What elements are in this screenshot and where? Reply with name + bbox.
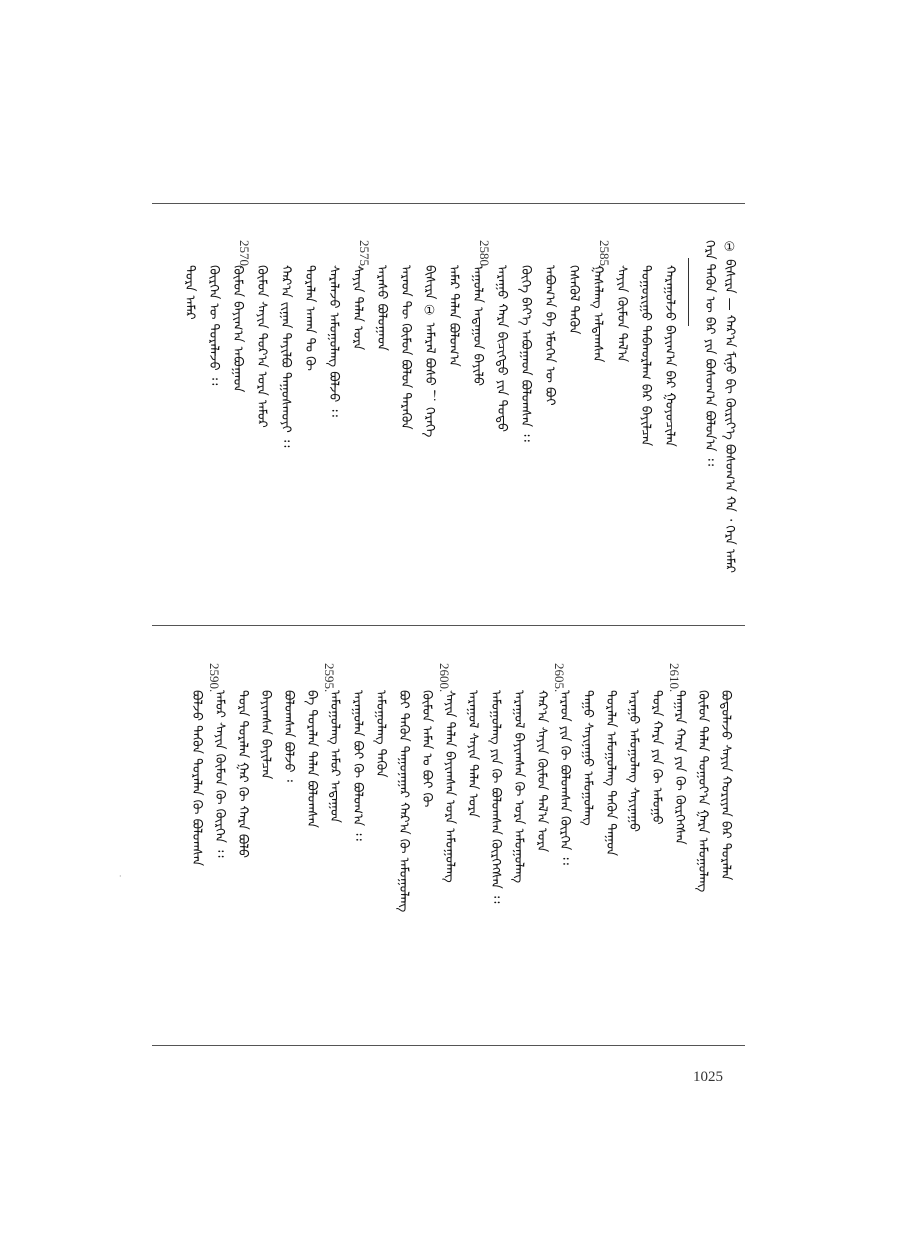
footnote-line: ① ᠪᠢᠰᠢᠷᠡ — ᠬᠠᠷ᠎ᠠ ᠮᠢᠨᠦ ᠪᠢ ᠬᠦᠷᠢᠶ᠎ᠡ ᠪᠤᠰᠤᠭ᠎ᠠ ᠬᠠ ᠂ ᠭᠡᠷᠡ ᠠᠮᠠᠷ bbox=[722, 240, 737, 574]
text-line: ᠪᠣᠯᠵᠤ ᠲᠡᠭᠦᠨ ᠲᠤᠷᠠᠯᠠᠨ ᠬᠦ ᠪᠤᠯᠤᠭᠰᠠᠨ bbox=[189, 690, 204, 867]
text-line: ᠲᠤᠷᠠᠯᠠᠨ ᠠᠮᠤᠭᠤᠯᠠᠩ ᠲᠡᠭᠦᠨ ᠳᠠᠭᠤᠨ bbox=[603, 690, 618, 857]
text-line: ᠬᠦᠮᠦᠨ ᠪᠠᠶᠢᠭ᠎ᠠ ᠠᠪᠤᠭᠠᠳ bbox=[230, 265, 245, 393]
text-line: ᠭᠠᠰᠠᠯᠠᠩ ᠠᠯᠳᠠᠭᠰᠠᠨ bbox=[590, 265, 605, 363]
text-line: ᠪᠣᠳᠤᠯᠠᠵᠤ ᠰᠠᠶᠢᠨ ᠬᠤᠷᠢᠶᠠᠨ ᠪᠠᠷ ᠳᠤᠷᠠᠯᠠᠨ bbox=[718, 690, 733, 881]
text-line: ᠪᠠᠶᠢᠭᠰᠠᠨ ᠪᠠᠶᠢᠯᠴᠠᠨ bbox=[258, 690, 273, 780]
text-line: ᠰᠠᠶᠢᠨ ᠬᠦᠮᠦᠨ ᠲᠠᠯ᠎ᠠ bbox=[614, 265, 629, 363]
text-line: ᠳᠤᠷᠠᠯᠠᠨ ᠠᠬᠠᠨ ᠲᠤ ᠬᠦ bbox=[302, 265, 317, 371]
footnote-separator bbox=[688, 258, 689, 326]
text-line: ᠭᠡᠰᠡᠭᠦᠯ ᠲᠡᠭᠦᠨ bbox=[566, 265, 581, 335]
text-line: ᠳᠠᠭᠠᠷᠠ ᠬᠠᠷᠠ ᠶᠢᠨ ᠬᠦ ᠬᠦᠷᠭᠡᠭᠰᠡᠨ bbox=[672, 690, 687, 845]
text-line: ᠠᠷᠠᠳ ᠲᠦ ᠬᠦᠮᠦᠨ ᠪᠤᠯᠤᠨ ᠲᠡᠷᠡᠭᠦᠨ bbox=[398, 265, 413, 430]
line-number: 2570. bbox=[237, 240, 252, 270]
text-line: ᠬᠦᠮᠦᠨ ᠠᠮᠠᠨ ᠤ ᠪᠤᠢ ᠬᠦ bbox=[419, 690, 434, 808]
text-line: ᠠᠮᠤᠭᠤᠯᠠᠩ ᠠᠮᠤᠷ ᠠᠳᠠᠭᠤᠨ bbox=[327, 690, 342, 823]
text-line: ᠠᠷᠠᠰᠤ ᠪᠤᠯᠤᠭᠠᠳ bbox=[374, 265, 389, 351]
top-rule bbox=[152, 203, 745, 204]
bottom-rule bbox=[152, 1045, 745, 1046]
text-line: ᠲᠤᠷᠠ ᠲᠤᠷᠠᠯᠠᠨ ᠭᠠᠷ ᠬᠦ ᠬᠠᠷᠠ ᠪᠤᠯᠤ bbox=[235, 690, 250, 858]
text-line: ᠠᠷᠠᠭᠤᠯᠠᠨ ᠪᠤᠢ ᠬᠦ ᠪᠤᠯᠤᠭ᠎ᠠ ᠄᠄ bbox=[350, 690, 365, 841]
line-number: 2585. bbox=[597, 240, 612, 270]
text-line: ᠲᠣᠭᠤᠷᠢᠭᠤ ᠳᠠᠪᠬᠤᠷᠯᠠᠭ ᠪᠠᠷ ᠪᠠᠶᠢᠯᠴᠠᠨ bbox=[638, 265, 653, 447]
text-line: ᠠᠮᠤᠷ ᠰᠠᠶᠢᠨ ᠬᠦᠮᠦᠨ ᠬᠦ ᠬᠦᠷᠭᠡᠨ ᠄᠄ bbox=[212, 690, 227, 858]
text-line: ᠬᠠᠷ᠎ᠠ ᠰᠠᠶᠢᠨ ᠬᠦᠮᠦᠨ ᠲᠠᠯ᠎ᠠ ᠤᠷᠠ bbox=[534, 690, 549, 853]
text-line: ᠠᠷᠠᠭᠤᠯ ᠰᠠᠶᠢᠨ ᠲᠠᠯᠠᠨ ᠤᠷᠠ bbox=[465, 690, 480, 818]
text-line: ᠰᠠᠶᠢᠨ ᠲᠠᠯᠠᠨ ᠪᠠᠶᠢᠭᠰᠠᠨ ᠤᠷᠠ ᠠᠮᠤᠭᠤᠯᠠᠩ bbox=[442, 690, 457, 883]
footnote-line: ᠭᠡᠷᠡ ᠲᠡᠭᠦᠨ ᠦ ᠪᠡᠷ ᠶᠢᠨ ᠪᠤᠰᠤᠭ᠎ᠠ ᠪᠣᠯᠤᠨ᠎ᠠ ᠄᠄ bbox=[702, 240, 717, 467]
text-line: ᠠᠪᠤᠭ᠎ᠠ ᠪᠠ ᠡᠮᠦᠭᠡᠨ ᠦ ᠪᠤᠢ bbox=[542, 265, 557, 406]
text-line: ᠬᠦᠷᠬᠡᠨ ᠦ ᠳᠤᠷᠠᠯᠠᠵᠤ ᠄᠄ bbox=[206, 265, 221, 386]
text-line: ᠳᠤᠷᠠ ᠬᠠᠷᠠ ᠶᠢᠨ ᠬᠦ ᠠᠮᠤᠭᠤ bbox=[649, 690, 664, 825]
line-number: 2580. bbox=[477, 240, 492, 270]
text-line: ᠳᠤᠷᠠ ᠠᠮᠠᠷ bbox=[182, 265, 197, 320]
text-line: ᠬᠦᠮᠦᠨ ᠲᠠᠯᠠᠨ ᠳᠤᠭᠤᠶ᠎ᠠ ᠭᠠᠷᠠ ᠠᠮᠤᠭᠤᠯᠠᠩ bbox=[695, 690, 710, 893]
page-number: 1025 bbox=[693, 1069, 723, 1085]
line-number: 2590. bbox=[207, 663, 222, 693]
margin-mark: · bbox=[119, 872, 122, 881]
line-number: 2605. bbox=[552, 663, 567, 693]
line-number: 2600. bbox=[437, 663, 452, 693]
text-line: ᠠᠭᠤᠯᠠᠨ ᠠᠳᠠᠭᠤᠨ ᠪᠠᠶᠢᠯᠤ bbox=[470, 265, 485, 387]
line-number: 2595. bbox=[322, 663, 337, 693]
line-number: 2575. bbox=[357, 240, 372, 270]
text-line: ᠠᠷᠠᠭᠤ ᠠᠮᠤᠭᠤᠯᠠᠩ ᠰᠠᠶᠢᠨᠠᠭᠤ bbox=[626, 690, 641, 832]
text-line: ᠠᠷᠠᠭᠤᠯ ᠪᠠᠶᠢᠭᠰᠠᠨ ᠬᠦ ᠤᠷᠠ ᠠᠮᠤᠭᠤᠯᠠᠩ bbox=[511, 690, 526, 884]
text-line: ᠪᠤᠯᠤᠭᠰᠠᠨ ᠪᠣᠯᠵᠤ ᠄ bbox=[281, 690, 296, 782]
text-line: ᠠᠷᠠᠭᠤ ᠬᠠᠷᠠ ᠪᠢᠴᠢᠭᠲᠦ ᠶᠢᠨ ᠳᠤᠲᠤ bbox=[494, 265, 509, 433]
text-line: ᠠᠮᠠᠷ ᠲᠠᠯᠠᠨ ᠪᠣᠯᠤᠭ᠎ᠠ bbox=[446, 265, 461, 367]
text-line: ᠬᠦᠬᠡ ᠪᠡᠶ᠎ᠡ ᠠᠪᠤᠭᠠᠳ ᠪᠣᠯᠤᠭᠰᠠᠨ ᠄᠄ bbox=[518, 265, 533, 442]
text-line: ᠲᠠᠭᠤ ᠰᠠᠶᠢᠨᠠᠭᠤ ᠠᠮᠤᠭᠤᠯᠠᠩ bbox=[580, 690, 595, 826]
text-line: ᠪᠢᠰᠢᠷᠡ ① ᠠᠮᠠᠷᠠᠯ ᠪᠤᠰᠤ ！ ᠭᠡᠷᠡᠭᠡ bbox=[422, 265, 437, 438]
text-line: ᠠᠮᠤᠭᠤᠯᠠᠩ ᠶᠢᠨ ᠬᠦ ᠪᠤᠯᠤᠭᠰᠠᠨ ᠬᠦᠷᠭᠡᠭᠰᠡᠨ ᠄᠄ bbox=[488, 690, 503, 904]
text-line: ᠬᠦᠮᠦᠨ ᠰᠠᠶᠢᠨ ᠳᠣᠷ᠎ᠠ ᠤᠷᠠ ᠠᠮᠤᠷ bbox=[254, 265, 269, 428]
text-line: ᠬᠠᠷᠠᠭᠤᠯᠵᠤ ᠪᠠᠶᠢᠭ᠎ᠠ ᠪᠠᠷ ᠭᠤᠶᠤᠴᠢᠯᠠᠨ bbox=[662, 265, 677, 447]
text-line: ᠬᠠᠷ᠎ᠠ ᠵᠢᠭᠠᠨ ᠲᠠᠶᠢᠯᠪᠤ ᠳᠠᠭᠤᠰᠬᠤᠶᠢ ᠄᠄ bbox=[278, 265, 293, 448]
text-line: ᠪᠠ ᠳᠤᠷᠠᠯᠠᠨ ᠲᠠᠯᠠᠨ ᠪᠤᠯᠤᠭᠰᠠᠨ bbox=[304, 690, 319, 828]
text-line: ᠠᠮᠤᠭᠤᠯᠠᠩ ᠲᠡᠭᠦᠨ bbox=[373, 690, 388, 778]
text-line: ᠰᠠᠶᠢᠨ ᠲᠠᠯᠠᠨ ᠤᠷᠠ bbox=[350, 265, 365, 351]
text-line: ᠰᠠᠷᠠᠯᠠᠵᠤ ᠠᠮᠤᠭᠤᠯᠠᠩ ᠪᠣᠯᠵᠤ ᠄᠄ bbox=[326, 265, 341, 417]
line-number: 2610. bbox=[667, 663, 682, 693]
middle-rule bbox=[152, 625, 745, 626]
text-line: ᠠᠷᠠᠳ ᠶᠢᠨ ᠬᠦ ᠪᠤᠯᠤᠭᠰᠠᠨ ᠬᠦᠷᠭᠡᠨ ᠄᠄ bbox=[557, 690, 572, 865]
text-line: ᠪᠤᠢ ᠲᠡᠭᠦᠨ ᠳᠠᠭᠤᠨᠠᠭᠠᠷ ᠬᠠᠷ᠎ᠠ ᠬᠦ ᠠᠮᠤᠭᠤᠯᠠᠩ bbox=[396, 690, 411, 913]
